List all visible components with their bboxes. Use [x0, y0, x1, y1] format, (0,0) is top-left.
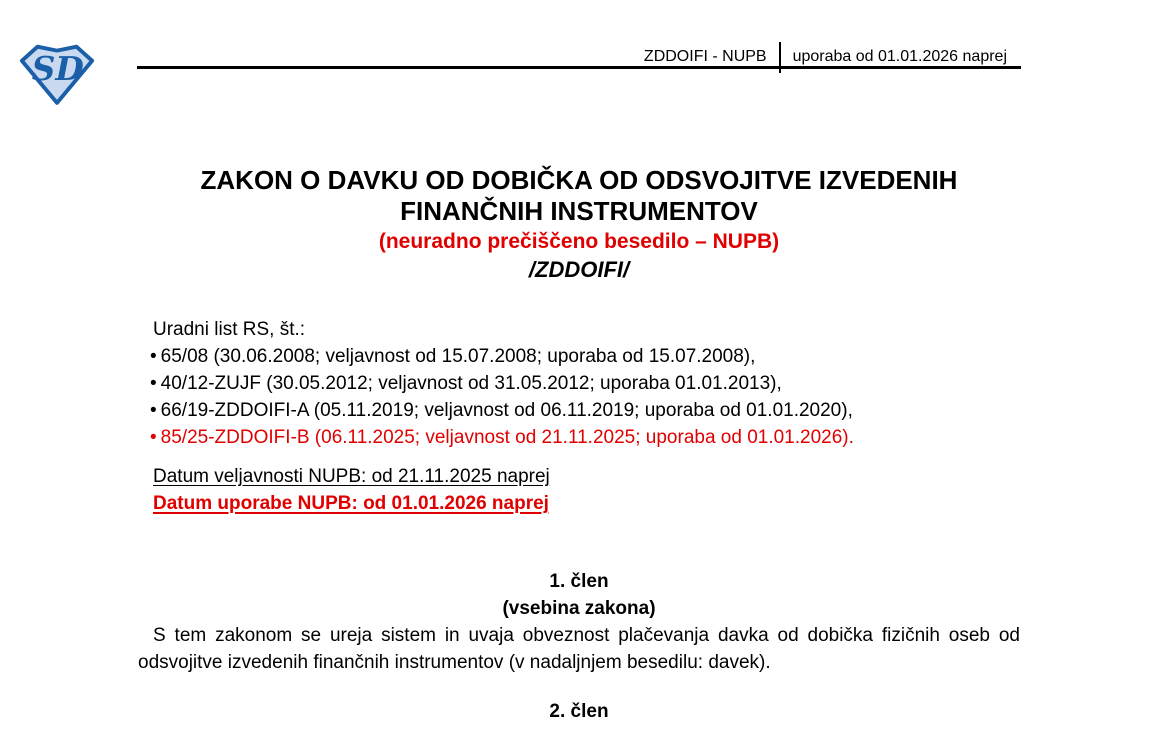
gazette-item: [150, 424, 1020, 451]
article-1-body: S tem zakonom se ureja sistem in uvaja obveznost plačevanja davka od dobička fizičnih oseb od odsvojitve izvedenih finančnih instrumentov (v nadaljnjem besedilu: davek).: [138, 625, 1020, 673]
validity-block: [153, 463, 1020, 517]
article-1: [138, 568, 1020, 676]
header-doc-code: ZDDOIFI - NUPB: [643, 47, 767, 65]
page-doc-code: /ZDDOIFI/: [528, 257, 630, 282]
header-usage-note: uporaba od 01.01.2026 naprej: [792, 47, 1007, 65]
page-title-line-2: FINANČNIH INSTRUMENTOV: [400, 196, 758, 226]
document-page: [138, 0, 1020, 725]
page-title-line-1: ZAKON O DAVKU OD DOBIČKA OD ODSVOJITVE IZVEDENIH: [200, 165, 958, 195]
gazette-item-text: 65/08 (30.06.2008; veljavnost od 15.07.2008; uporaba od 15.07.2008),: [160, 346, 756, 367]
bullet-icon: •: [150, 373, 157, 394]
bullet-icon: •: [150, 400, 157, 421]
bullet-icon: •: [150, 427, 157, 448]
gazette-item: [150, 343, 1020, 370]
gazette-item-text: 66/19-ZDDOIFI-A (05.11.2019; veljavnost od 06.11.2019; uporaba od 01.01.2020),: [160, 400, 853, 421]
gazette-item: [150, 397, 1020, 424]
article-1-caption: (vsebina zakona): [502, 598, 656, 619]
gazette-list: [138, 316, 1020, 451]
article-2-number: 2. člen: [549, 701, 609, 722]
logo-letters: SD: [31, 49, 84, 89]
article-1-number: 1. člen: [549, 571, 609, 592]
page-subtitle: (neuradno prečiščeno besedilo – NUPB): [378, 230, 780, 253]
bullet-icon: •: [150, 346, 157, 367]
validity-date-line: Datum veljavnosti NUPB: od 21.11.2025 naprej: [153, 466, 550, 487]
sd-shield-logo-icon: [18, 42, 96, 106]
gazette-item-text: 40/12-ZUJF (30.05.2012; veljavnost od 31.05.2012; uporaba 01.01.2013),: [160, 373, 782, 394]
title-block: [138, 165, 1020, 284]
application-date-line: Datum uporabe NUPB: od 01.01.2026 naprej: [153, 493, 549, 514]
gazette-heading: Uradni list RS, št.:: [153, 319, 306, 340]
gazette-item-text: 85/25-ZDDOIFI-B (06.11.2025; veljavnost od 21.11.2025; uporaba od 01.01.2026).: [160, 427, 854, 448]
gazette-item: [150, 370, 1020, 397]
